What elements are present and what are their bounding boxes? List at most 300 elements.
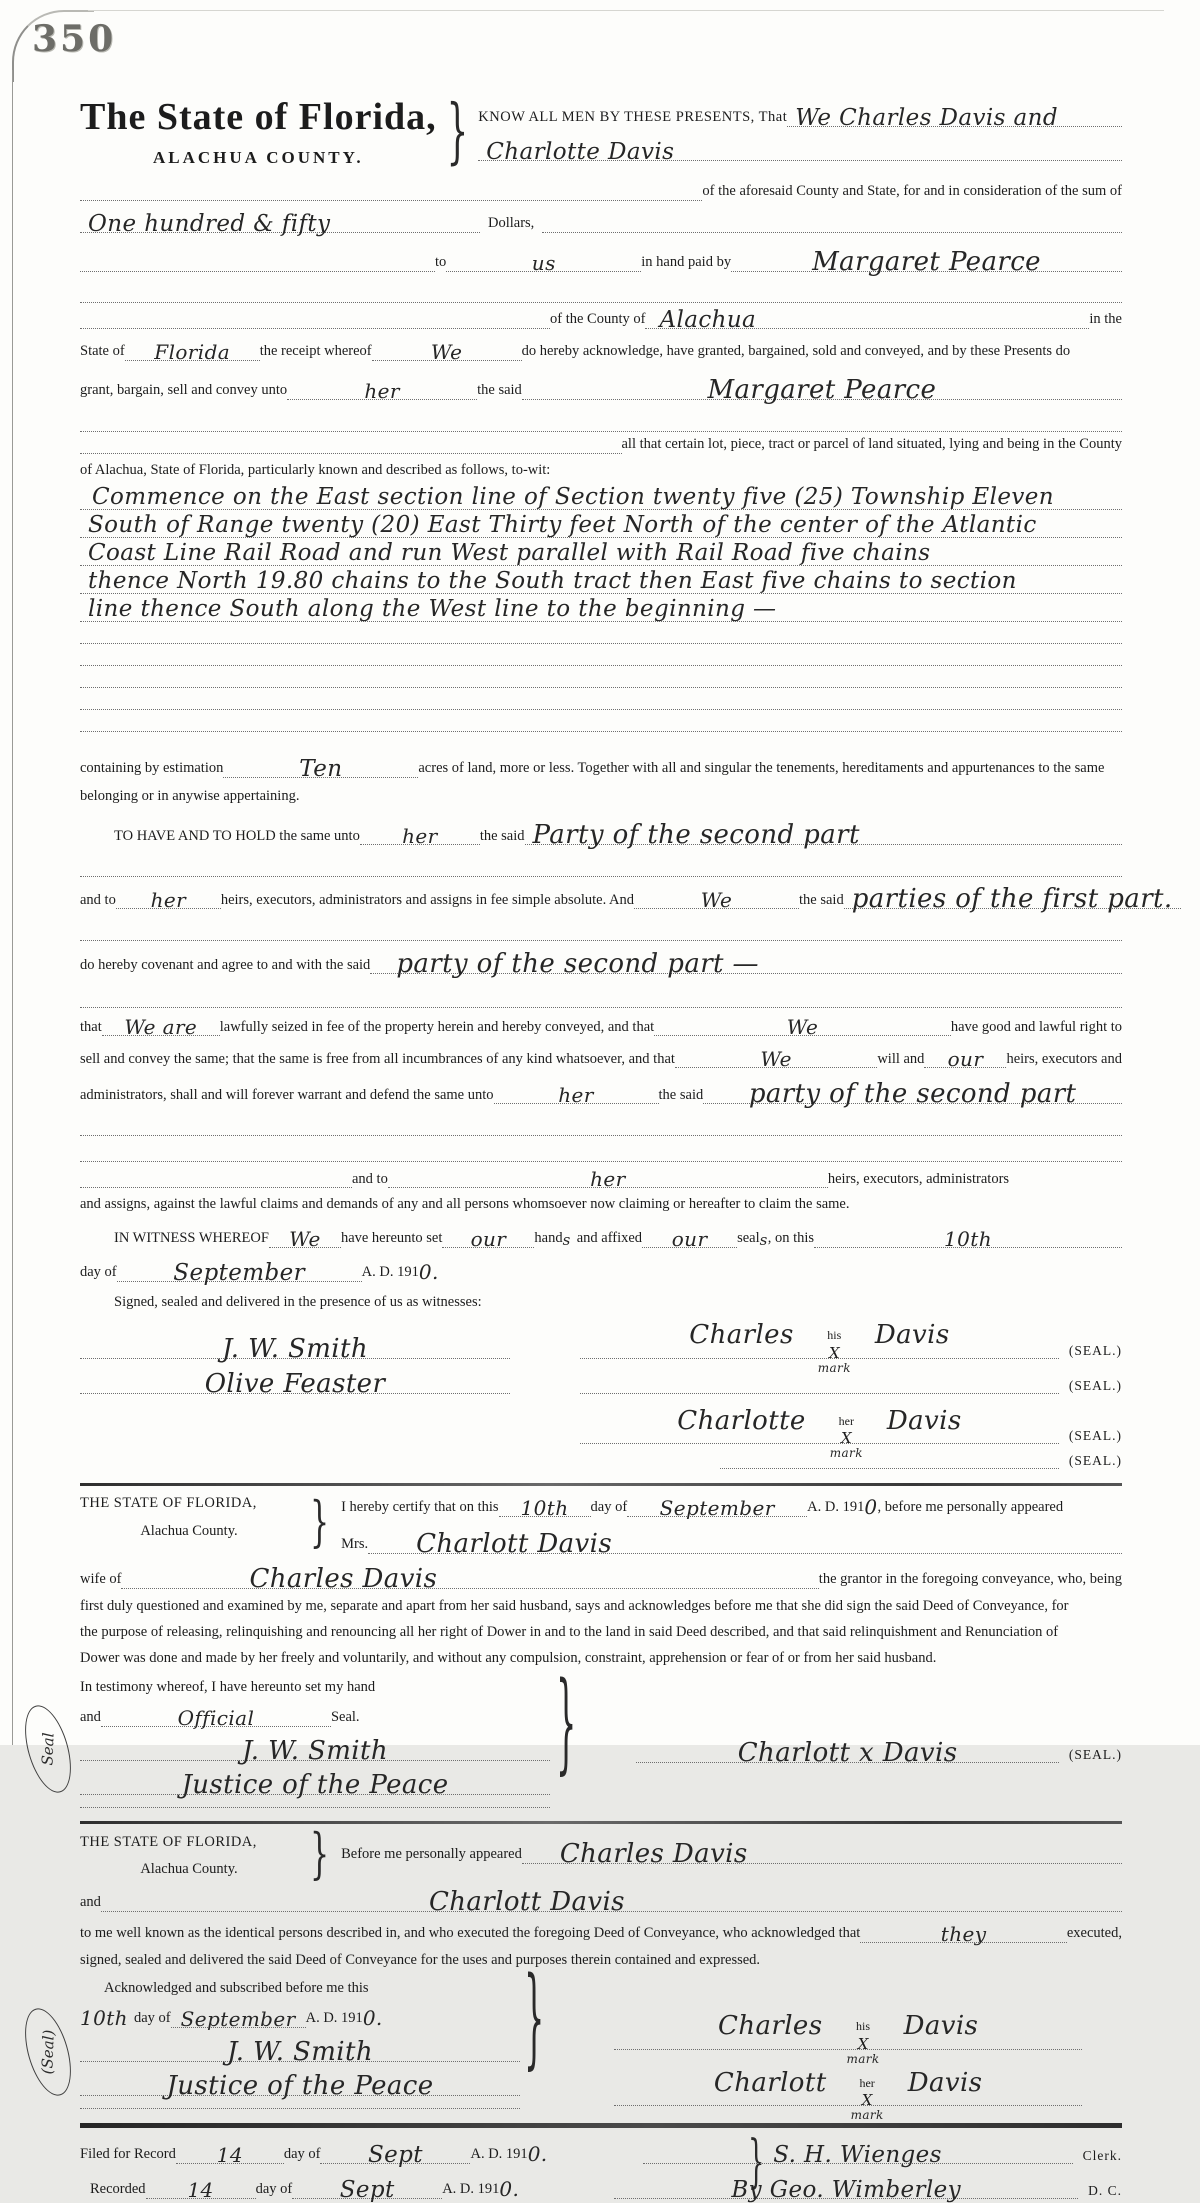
filing-section [80,2130,1122,2203]
and-to-label: and to [80,891,116,908]
dower-signature-field [636,1736,1059,1768]
filed-label: Filed for Record [80,2146,176,2163]
row-paid-by [80,245,1122,277]
description-line [80,594,1122,622]
hereunto-label: have hereunto set [340,1230,443,1247]
dotted-fill [542,227,1122,233]
know-all-text: KNOW ALL MEN BY THESE PRESENTS, That [478,109,788,126]
mark-label: mark [817,1360,851,1375]
dotted-fill [80,1802,550,1808]
seized-text: lawfully seized in fee of the property herein and hereby conveyed, and that [219,1018,655,1035]
filing-brace-icon: } [748,2130,765,2196]
her-mark [830,1414,863,1460]
month-handwriting: September [659,1496,775,1521]
row-wife-of [80,1562,1122,1595]
witness2-field [80,1367,510,1399]
ad-label: A. D. 191 [442,2181,500,2198]
description-handwriting: South of Range twenty (20) East Thirty feet North of the center of the Atlantic [88,511,1037,538]
seal-stamp-text: (Seal) [38,2029,58,2075]
mrs-name-handwriting: Charlott Davis [416,1529,613,1560]
state-label: THE STATE OF FLORIDA, [80,1833,257,1850]
dotted-fill [80,448,622,454]
heirs3-text: heirs, executors, administrators [827,1170,1010,1187]
to-whom-field [446,249,641,275]
justice-signature-field [80,1734,550,1766]
row-seized [80,1013,1122,1040]
notary2-right [341,1833,1122,1869]
witness1-signature: J. W. Smith [221,1333,369,1364]
name2-handwriting: Charlott Davis [428,1887,625,1918]
deputy-clerk-label: D. C. [1088,2183,1122,2198]
row-grant [80,373,1122,405]
dower-signature-row [636,1736,1122,1768]
blank-line [80,688,1122,710]
row-identical [80,1920,1122,1947]
situated-text: all that certain lot, piece, tract or parcel of land situated, lying and being in the County [621,435,1122,452]
our-field [442,1225,534,1252]
the-said-label: the said [658,1086,704,1103]
x-mark: X [861,2091,873,2110]
receipt-label: the receipt whereof [259,343,372,359]
row-presence [80,1293,1122,1312]
signature-row-2 [80,1367,1122,1399]
recorded-row [80,2175,1122,2203]
seal-stamp-text: Seal [38,1732,58,1766]
our-handwriting: our [947,1047,984,1072]
his-mark [846,2019,879,2065]
mark-label: mark [846,2051,880,2066]
day-field [499,1494,591,1521]
we-handwriting: We [786,1015,819,1040]
testimony-text: In testimony whereof, I have hereunto set my hand [80,1678,376,1695]
seal-word-label: Seal. [330,1708,360,1725]
party-field [525,818,1122,851]
dower-signature: Charlott x Davis [737,1737,958,1768]
covenant-handwriting: party of the second part — [396,949,759,980]
seal-label: seal [737,1230,760,1247]
we-handwriting: We [289,1227,321,1252]
signature-row-3 [80,1404,1122,1461]
notary-seal-stamp [16,1700,79,1798]
day-of-label: day of [80,1264,117,1281]
acres-handwriting: Ten [299,755,343,782]
ad-label: A. D. 191 [470,2146,528,2163]
description-line [80,538,1122,566]
justice-signature: J. W. Smith [226,2037,374,2067]
testimony-brace-icon: } [556,1657,577,1787]
month-field [117,1258,362,1287]
her-label: her [838,1413,854,1428]
year-handwriting: 0 [864,1495,878,1520]
day-of-label: day of [133,2010,171,2027]
acres-field [223,754,418,782]
heirs-text: heirs, executors, administrators and assigns in fee simple absolute. And [220,891,635,908]
row-receipt [80,338,1122,364]
notary1-body2: the purpose of releasing, relinquishing and renouncing all her right of Dower in and to the land in said Deed described, and that said relinquishment and Renunciation of [80,1624,1059,1641]
row-covenant [80,947,1122,980]
row-in-witness [80,1225,1122,1252]
payer-handwriting: Margaret Pearce [812,246,1041,277]
wife-of-label: wife of [80,1571,122,1588]
witness1-field [80,1332,510,1364]
justice-title-field [80,2069,520,2101]
before-text: , before me personally appeared [877,1499,1064,1516]
before-label: Before me personally appeared [341,1845,522,1862]
party2-field [703,1077,1122,1110]
name1-handwriting: Charles Davis [559,1838,748,1869]
her-field [116,886,221,913]
grantee-field [287,377,477,403]
in-witness-label: IN WITNESS WHEREOF [114,1230,269,1247]
dotted-fill [80,2103,520,2109]
description-line [80,510,1122,538]
notary2-signatures [614,2009,1082,2123]
row-sell [80,1045,1122,1072]
acknowledged-brace-icon: } [524,1952,545,2082]
acres-text: acres of land, more or less. Together with all and singular the tenements, hereditaments and appurtenances to the same [418,759,1105,776]
covenant-label: do hereby covenant and agree to and with the said [80,956,371,973]
scan-left-edge [12,70,13,1745]
description-line [80,566,1122,594]
description-handwriting: line thence South along the West line to the beginning — [88,595,777,622]
justice-title-field [80,1768,550,1800]
venue-brace-icon: } [310,1491,330,1555]
to-label: to [435,254,447,270]
blank-line [80,410,1122,432]
presence-text: Signed, sealed and delivered in the presence of us as witnesses: [114,1294,482,1311]
dotted-fill [720,1463,1059,1469]
grantor1-last-handwriting: Davis [874,1320,950,1351]
signature-row-1 [80,1318,1122,1375]
grantors-handwriting-2: Charlotte Davis [486,139,675,165]
notary1-body3: Dower was done and made by her freely and voluntarily, and without any compulsion, constraint, apprehension or fear of or from her said husband. [80,1649,937,1666]
notary2-body2: signed, sealed and delivered the said Deed of Conveyance for the uses and purposes therein contained and expressed. [80,1952,761,1969]
acknowledge-text: do hereby acknowledge, have granted, bargained, sold and conveyed, and by these Presents do [521,343,1071,359]
his-label: his [827,1328,842,1343]
county-label: Alachua County. [140,1861,238,1878]
state-title: The State of Florida, [80,96,437,138]
the-said-label: the said [479,827,525,844]
filed-day-field [176,2141,284,2167]
our-handwriting: our [470,1227,507,1252]
hand-label: hand [534,1230,563,1247]
grantor1-last-handwriting: Davis [903,2011,979,2042]
ad-label: A. D. 191 [305,2010,363,2027]
hand-s-handwriting: s [562,1231,571,1250]
month-handwriting: September [180,2007,296,2031]
grantee-name-field [522,373,1122,405]
notary1-venue [80,1494,298,1541]
containing-label: containing by estimation [80,759,224,776]
claims-text: and assigns, against the lawful claims and demands of any and all persons whomsoever now claiming or hereafter to claim the same. [80,1196,850,1213]
in-the-label: in the [1089,311,1122,327]
day-of-label: day of [590,1499,628,1516]
row-to-have [80,818,1122,851]
her-handwriting: her [590,1167,626,1192]
to-whom-handwriting: us [531,250,556,275]
amount-handwriting: One hundred & fifty [88,210,331,237]
justice-title-handwriting: Justice of the Peace [166,2071,434,2101]
header-left [80,95,437,168]
day-handwriting: 10th [520,1496,569,1521]
grantor2-first-handwriting: Charlotte [677,1405,806,1436]
county-handwriting: Alachua [659,306,757,333]
they-handwriting: they [940,1922,987,1947]
mark-label: mark [850,2108,884,2123]
her-label: her [859,2075,875,2090]
month-field [627,1494,807,1521]
notary1-body1: first duly questioned and examined by me, separate and apart from her said husband, says and acknowledges before me that she did sign the said Deed of Conveyance, for [80,1598,1069,1615]
day-field [814,1225,1122,1252]
filed-month-field [320,2140,470,2168]
blank-line [80,666,1122,688]
row-and-name2 [80,1885,1122,1918]
seal-text: (SEAL.) [1068,1453,1122,1469]
blank-line [80,710,1122,732]
seal-text: (SEAL.) [1068,1377,1122,1393]
we-field [654,1013,951,1040]
his-mark [818,1328,851,1374]
recorded-label: Recorded [90,2181,146,2198]
we-are-handwriting: We are [124,1015,198,1040]
justice-signature-field [80,2035,520,2067]
recorded-year-handwriting: 0. [499,2177,520,2201]
x-mark: X [840,1429,852,1448]
they-field [860,1920,1067,1947]
grantor-text: the grantor in the foregoing conveyance, who, being [818,1571,1122,1588]
dotted-fill [80,266,435,272]
certify-text: I hereby certify that on this [341,1499,499,1516]
row-to-wit [80,461,1122,480]
month-field [171,2005,306,2031]
we-are-field [102,1013,220,1040]
notary-seal-stamp [16,2003,79,2101]
we-handwriting: We [700,888,733,913]
grantor2-first-handwriting: Charlott [713,2067,827,2098]
belonging-text: belonging or in anywise appertaining. [80,787,300,804]
dollars-label: Dollars, [488,215,535,231]
grantors-handwriting-1: We Charles Davis and [795,105,1058,131]
grant-label: grant, bargain, sell and convey unto [80,382,288,398]
acknowledged-left [80,1979,520,2109]
grantor2-last-handwriting: Davis [907,2067,983,2098]
state-field [125,338,260,364]
affixed-label: and affixed [576,1230,643,1247]
page-number: 350 [32,18,117,60]
party2-handwriting: party of the second part [748,1079,1077,1110]
header-brace-icon: } [446,89,469,174]
header-right [478,95,1122,165]
state-of-label: State of [80,343,125,359]
our-handwriting: our [671,1227,708,1252]
day-handwriting: 10th [944,1227,992,1252]
seal-text: (SEAL.) [1068,1342,1122,1358]
lawful-right-text: have good and lawful right to [950,1018,1122,1035]
receipt-handwriting: We [430,339,463,364]
description-handwriting: thence North 19.80 chains to the South tract then East five chains to section [88,567,1017,594]
notary2-body1: to me well known as the identical persons described in, and who executed the foregoing Deed of Conveyance, who acknowledged that [80,1925,861,1942]
clerk-signature: S. H. Wienges [773,2142,942,2168]
parties-field [844,882,1181,915]
row-county-of [80,305,1122,333]
notary1-section [38,1491,1122,1807]
ad-label: A. D. 191 [807,1499,865,1516]
her-field [494,1081,659,1108]
description-handwriting: Coast Line Rail Road and run West parallel with Rail Road five chains [88,539,931,566]
witness2-signature: Olive Feaster [204,1368,386,1399]
description-handwriting: Commence on the East section line of Section twenty five (25) Township Eleven [92,483,1054,510]
row-situated [80,435,1122,454]
blank-line [80,1114,1122,1136]
dotted-fill [80,1182,352,1188]
executed-label: executed, [1066,1925,1122,1942]
row-containing [80,754,1122,782]
her-field [388,1165,828,1192]
acknowledged-text: Acknowledged and subscribed before me this [104,1980,369,1997]
grantor2-ack-field [614,2066,1082,2123]
mrs-name-field [368,1527,1122,1560]
filed-row [80,2140,1122,2168]
parties-handwriting: parties of the first part. [851,884,1173,915]
name2-field [101,1885,1122,1918]
filed-day-handwriting: 14 [216,2143,243,2167]
day-handwriting: 10th [80,2006,128,2030]
notary2-section [38,1823,1122,2123]
grantor2-signature-field [580,1404,1059,1461]
year-handwriting: 0. [362,2006,383,2030]
deputy-signature-field [614,2175,1078,2203]
will-and-label: will and [877,1050,925,1067]
recorded-month-handwriting: Sept [339,2177,395,2203]
recorded-day-handwriting: 14 [187,2178,214,2202]
official-handwriting: Official [177,1705,255,1730]
grantor1-first-handwriting: Charles [689,1320,794,1351]
the-said-label: the said [477,382,522,398]
deputy-signature: By Geo. Wimberley [731,2177,962,2203]
amount-field [80,209,480,237]
unto-handwriting: her [402,824,438,849]
party-handwriting: Party of the second part [532,820,860,851]
x-mark: X [857,2034,869,2053]
recorded-day-field [146,2176,256,2202]
testimony-left [80,1678,550,1808]
row-and-to-her [80,1165,1122,1192]
our-field [924,1045,1006,1072]
row-belonging [80,787,1122,806]
and-label: and [80,1894,101,1911]
month-handwriting: September [173,1260,305,1287]
grantee-name-handwriting: Margaret Pearce [707,374,937,405]
her-mark [851,2076,884,2122]
his-label: his [856,2019,871,2034]
recorded-month-field [292,2175,442,2203]
payer-field [731,245,1122,277]
county-subtitle: ALACHUA COUNTY. [153,148,364,167]
blank-line [80,1140,1122,1162]
grantor1-first-handwriting: Charles [718,2011,823,2042]
blank-line [80,986,1122,1008]
grantors-line1-field [787,103,1122,131]
state-handwriting: Florida [154,339,231,364]
we-field [269,1225,341,1252]
row-amount [80,209,1122,237]
we-handwriting: We [760,1047,792,1072]
husband-field [121,1562,818,1595]
clerk-label: Clerk. [1082,2148,1122,2163]
row-date [80,1258,1122,1287]
section-divider [80,1483,1122,1486]
grantee-handwriting: her [364,378,400,403]
grantor1-ack-field [614,2009,1082,2066]
x-mark: X [828,1343,840,1362]
header [80,89,1122,174]
covenant-field [370,947,1122,980]
row-heirs [80,882,1173,915]
filing-divider [80,2123,1122,2128]
dotted-fill [580,1388,1059,1394]
grantor2-last-handwriting: Davis [886,1405,962,1436]
ad-label: A. D. 191 [361,1264,419,1281]
her-handwriting: her [558,1083,594,1108]
in-hand-label: in hand paid by [641,254,732,270]
aforesaid-text: of the aforesaid County and State, for and in consideration of the sum of [702,183,1122,199]
blank-line [80,622,1122,644]
seal-text: (SEAL.) [1068,1746,1122,1762]
state-label: THE STATE OF FLORIDA, [80,1495,257,1512]
dotted-fill [80,323,550,329]
row-aforesaid [80,182,1122,201]
husband-handwriting: Charles Davis [249,1564,438,1595]
and-label: and [80,1708,101,1725]
seal-text: (SEAL.) [1068,1428,1122,1444]
notary1-right [341,1494,1122,1560]
row-claims [80,1195,1122,1214]
venue-brace-icon: } [310,1823,330,1887]
on-this-label: , on this [767,1230,815,1247]
filed-year-handwriting: 0. [527,2142,548,2166]
clerk-signature-field [643,2140,1073,2168]
we-field [634,886,799,913]
blank-line [80,281,1122,303]
name1-field [522,1837,1122,1869]
seal-s-handwriting: s [759,1231,768,1250]
of-county-label: of the County of [550,311,646,327]
official-field [101,1704,331,1730]
dotted-fill [80,195,702,201]
mrs-label: Mrs. [341,1536,369,1553]
justice-title-handwriting: Justice of the Peace [181,1769,449,1800]
day-of-label: day of [255,2181,293,2198]
receipt-field [372,338,522,364]
blank-line [80,644,1122,666]
section-divider [80,1821,1122,1824]
blank-line [80,855,1122,877]
row-warrant [80,1077,1122,1110]
unto-field [360,822,480,849]
sell-text: sell and convey the same; that the same is free from all incumbrances of any kind whatsoever, and that [80,1050,675,1067]
mark-label: mark [829,1446,863,1461]
to-wit-text: of Alachua, State of Florida, particularly known and described as follows, to-wit: [80,461,551,478]
grantors-line2-field [478,137,1122,165]
filed-month-handwriting: Sept [368,2142,423,2168]
to-have-label: TO HAVE AND TO HOLD the same unto [114,827,360,844]
the-said-label: the said [799,891,844,908]
county-label: Alachua County. [140,1523,238,1540]
heirs2-text: heirs, executors and [1006,1050,1122,1067]
that-label: that [80,1018,102,1035]
our2-field [642,1225,737,1252]
warrant-text: administrators, shall and will forever warrant and defend the same unto [80,1086,494,1103]
